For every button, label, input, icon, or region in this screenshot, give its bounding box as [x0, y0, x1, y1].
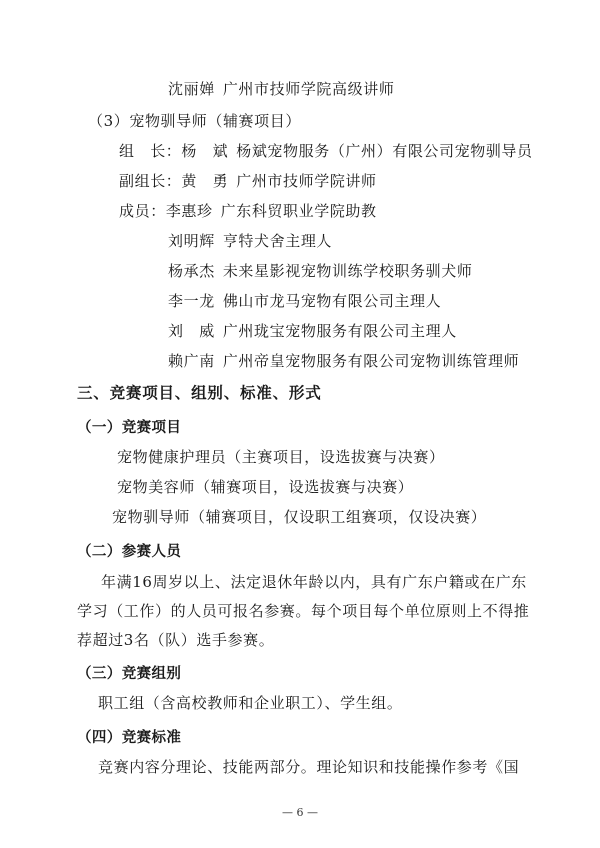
subsection-heading-groups: （三）竞赛组别: [77, 666, 182, 682]
member-name: 杨承杰: [168, 262, 215, 280]
member-line: [168, 351, 519, 371]
member-title: 未来星影视宠物训练学校职务驯犬师: [222, 262, 473, 280]
page-number: — 6 —: [282, 806, 318, 819]
member-title: 广州珑宝宠物服务有限公司主理人: [222, 322, 457, 340]
subsection-heading-competition-items: （一）竞赛项目: [77, 420, 182, 436]
paragraph-line: 学习（工作）的人员可报名参赛。每个项目每个单位原则上不得推: [77, 602, 530, 620]
committee-member-line: [168, 79, 394, 99]
section-heading: 三、竞赛项目、组别、标准、形式: [77, 384, 322, 402]
deputy-role: 副组长：: [119, 172, 182, 190]
leader-title: 杨斌宠物服务（广州）有限公司宠物驯导员: [236, 142, 533, 160]
member-title: 亨特犬舍主理人: [222, 232, 333, 250]
deputy-name: 黄 勇: [181, 172, 229, 190]
member-line: [168, 231, 332, 251]
member-name: 沈丽婵: [168, 80, 215, 98]
section-label-pet-trainer: （3）宠物驯导师（辅赛项目）: [88, 112, 301, 130]
member-line: [119, 201, 377, 221]
paragraph-line: 荐超过3名（队）选手参赛。: [77, 631, 275, 649]
competition-item: 宠物健康护理员（主赛项目，设选拔赛与决赛）: [117, 448, 445, 466]
subsection-heading-participants: （二）参赛人员: [77, 544, 182, 560]
leader-name: 杨 斌: [181, 142, 229, 160]
member-title: 广东科贸职业学院助教: [220, 202, 377, 220]
members-role: 成员：: [119, 202, 166, 220]
member-title: 广州帝皇宠物服务有限公司宠物训练管理师: [222, 352, 520, 370]
deputy-line: [119, 171, 377, 191]
member-line: [168, 261, 472, 281]
member-name: 刘明辉: [168, 232, 215, 250]
member-name: 李一龙: [168, 292, 215, 310]
member-title: 广州市技师学院高级讲师: [222, 80, 395, 98]
member-name: 李惠珍: [165, 202, 213, 220]
paragraph-line: 竞赛内容分理论、技能两部分。理论知识和技能操作参考《国: [98, 758, 520, 776]
member-line: [168, 291, 441, 311]
leader-role: 组 长：: [119, 142, 182, 160]
member-title: 佛山市龙马宠物有限公司主理人: [222, 292, 442, 310]
competition-item: 宠物驯导师（辅赛项目，仅设职工组赛项，仅设决赛）: [112, 508, 487, 526]
leader-line: [119, 141, 533, 161]
member-line: [168, 321, 457, 341]
paragraph-line: 职工组（含高校教师和企业职工）、学生组。: [98, 694, 403, 712]
competition-item: 宠物美容师（辅赛项目，设选拔赛与决赛）: [117, 478, 414, 496]
member-name: 赖广南: [168, 352, 215, 370]
subsection-heading-standards: （四）竞赛标准: [77, 730, 182, 746]
deputy-title: 广州市技师学院讲师: [236, 172, 377, 190]
paragraph-line: 年满16周岁以上、法定退休年龄以内，具有广东户籍或在广东: [101, 573, 527, 591]
member-name: 刘 威: [168, 322, 215, 340]
